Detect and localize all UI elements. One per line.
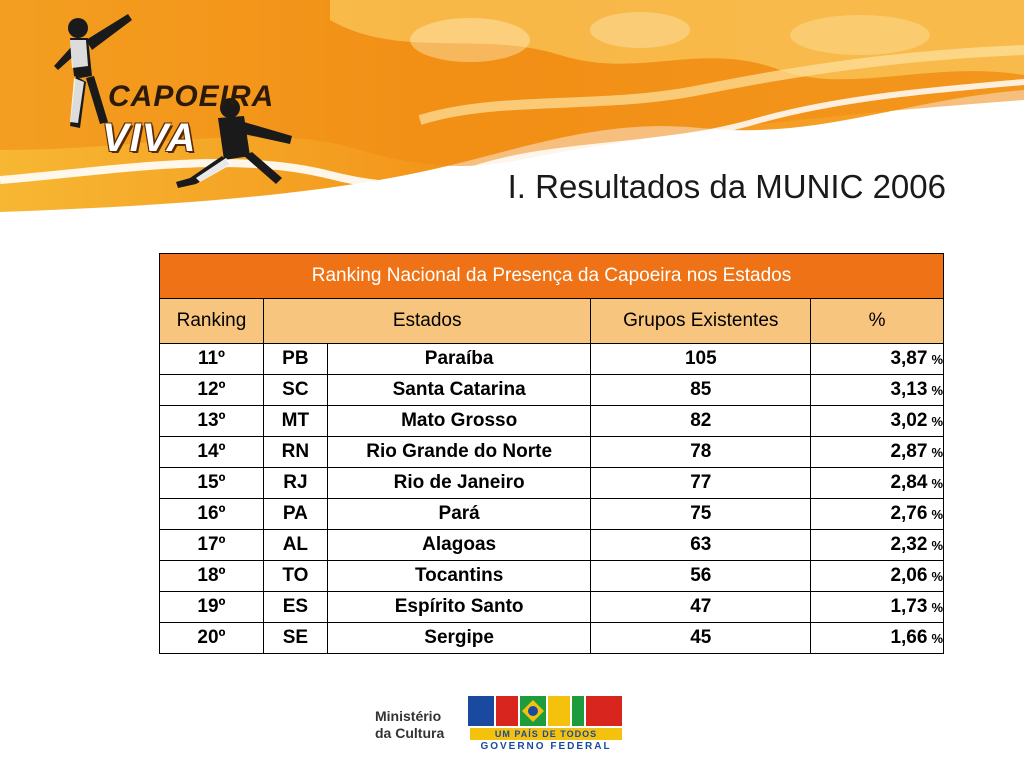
percent-cell bbox=[811, 592, 944, 623]
uf-cell: MT bbox=[263, 406, 327, 437]
state-cell: Alagoas bbox=[327, 530, 591, 561]
column-header-grupos: Grupos Existentes bbox=[591, 299, 811, 344]
uf-cell: PA bbox=[263, 499, 327, 530]
table-row bbox=[160, 406, 944, 437]
percent-cell bbox=[811, 468, 944, 499]
rank-cell: 17º bbox=[160, 530, 264, 561]
groups-cell: 82 bbox=[591, 406, 811, 437]
rank-cell: 11º bbox=[160, 344, 264, 375]
table-header-row bbox=[160, 299, 944, 344]
percent-value: 1,73 bbox=[890, 596, 928, 617]
table-row bbox=[160, 561, 944, 592]
uf-cell: SE bbox=[263, 623, 327, 654]
logo-word-viva: VIVA bbox=[102, 116, 197, 160]
page-title: I. Resultados da MUNIC 2006 bbox=[507, 168, 946, 205]
groups-cell: 45 bbox=[591, 623, 811, 654]
groups-cell: 63 bbox=[591, 530, 811, 561]
uf-cell: TO bbox=[263, 561, 327, 592]
ministerio-da-cultura-logo bbox=[375, 708, 444, 742]
rank-cell: 14º bbox=[160, 437, 264, 468]
brasil-wordmark-icon bbox=[466, 694, 626, 730]
state-cell: Espírito Santo bbox=[327, 592, 591, 623]
logo-word-capoeira: CAPOEIRA bbox=[108, 80, 275, 113]
percent-value: 2,87 bbox=[890, 441, 928, 462]
table-row bbox=[160, 468, 944, 499]
percent-cell bbox=[811, 530, 944, 561]
percent-cell bbox=[811, 437, 944, 468]
percent-cell bbox=[811, 561, 944, 592]
percent-cell bbox=[811, 406, 944, 437]
table-caption-row bbox=[160, 254, 944, 299]
groups-cell: 105 bbox=[591, 344, 811, 375]
percent-value: 2,06 bbox=[890, 565, 928, 586]
percent-sign: % bbox=[931, 538, 943, 553]
state-cell: Tocantins bbox=[327, 561, 591, 592]
percent-value: 2,84 bbox=[890, 472, 928, 493]
table-row bbox=[160, 592, 944, 623]
state-cell: Pará bbox=[327, 499, 591, 530]
table-row bbox=[160, 530, 944, 561]
percent-value: 2,76 bbox=[890, 503, 928, 524]
table-row bbox=[160, 437, 944, 468]
uf-cell: ES bbox=[263, 592, 327, 623]
table-row bbox=[160, 623, 944, 654]
table-caption: Ranking Nacional da Presença da Capoeira nos Estados bbox=[160, 254, 944, 299]
state-cell: Rio Grande do Norte bbox=[327, 437, 591, 468]
percent-value: 3,87 bbox=[890, 348, 928, 369]
state-cell: Sergipe bbox=[327, 623, 591, 654]
ranking-table bbox=[159, 253, 944, 654]
rank-cell: 20º bbox=[160, 623, 264, 654]
state-cell: Paraíba bbox=[327, 344, 591, 375]
column-header-ranking: Ranking bbox=[160, 299, 264, 344]
percent-cell bbox=[811, 344, 944, 375]
column-header-estados: Estados bbox=[263, 299, 591, 344]
table-row bbox=[160, 344, 944, 375]
groups-cell: 77 bbox=[591, 468, 811, 499]
groups-cell: 47 bbox=[591, 592, 811, 623]
rank-cell: 15º bbox=[160, 468, 264, 499]
percent-sign: % bbox=[931, 445, 943, 460]
percent-cell bbox=[811, 623, 944, 654]
uf-cell: RJ bbox=[263, 468, 327, 499]
percent-value: 1,66 bbox=[890, 627, 928, 648]
percent-sign: % bbox=[931, 507, 943, 522]
state-cell: Mato Grosso bbox=[327, 406, 591, 437]
rank-cell: 16º bbox=[160, 499, 264, 530]
groups-cell: 78 bbox=[591, 437, 811, 468]
table-row bbox=[160, 499, 944, 530]
percent-cell bbox=[811, 499, 944, 530]
percent-value: 2,32 bbox=[890, 534, 928, 555]
column-header-percent: % bbox=[811, 299, 944, 344]
percent-sign: % bbox=[931, 352, 943, 367]
groups-cell: 85 bbox=[591, 375, 811, 406]
governo-federal-label: GOVERNO FEDERAL bbox=[480, 741, 612, 752]
uf-cell: SC bbox=[263, 375, 327, 406]
groups-cell: 75 bbox=[591, 499, 811, 530]
capoeira-viva-logo bbox=[40, 6, 310, 196]
percent-sign: % bbox=[931, 631, 943, 646]
rank-cell: 13º bbox=[160, 406, 264, 437]
table-body bbox=[160, 344, 944, 654]
percent-value: 3,13 bbox=[890, 379, 928, 400]
percent-sign: % bbox=[931, 383, 943, 398]
uf-cell: PB bbox=[263, 344, 327, 375]
percent-cell bbox=[811, 375, 944, 406]
percent-value: 3,02 bbox=[890, 410, 928, 431]
state-cell: Rio de Janeiro bbox=[327, 468, 591, 499]
table-row bbox=[160, 375, 944, 406]
uf-cell: AL bbox=[263, 530, 327, 561]
uf-cell: RN bbox=[263, 437, 327, 468]
percent-sign: % bbox=[931, 569, 943, 584]
ministerio-line1: Ministério bbox=[375, 708, 442, 724]
percent-sign: % bbox=[931, 476, 943, 491]
rank-cell: 19º bbox=[160, 592, 264, 623]
state-cell: Santa Catarina bbox=[327, 375, 591, 406]
rank-cell: 12º bbox=[160, 375, 264, 406]
groups-cell: 56 bbox=[591, 561, 811, 592]
ministerio-line2: da Cultura bbox=[375, 725, 445, 741]
percent-sign: % bbox=[931, 600, 943, 615]
brasil-tagline: UM PAÍS DE TODOS bbox=[470, 728, 622, 740]
percent-sign: % bbox=[931, 414, 943, 429]
rank-cell: 18º bbox=[160, 561, 264, 592]
